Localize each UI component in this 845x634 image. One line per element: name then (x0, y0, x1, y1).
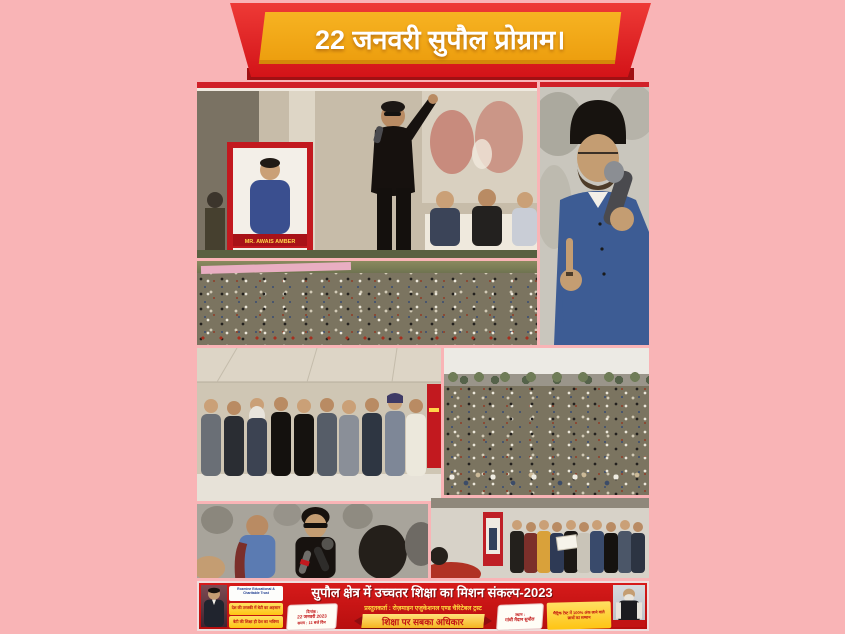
ribbon-yellow-band (258, 12, 620, 64)
standee-name-text: MR. AWAIS AMBER (244, 239, 296, 245)
photo-certificate-award (431, 498, 649, 578)
date-value: 22 जनवरी 2023 (297, 613, 327, 620)
bottom-banner (197, 581, 649, 631)
mission-title: सुपौल क्षेत्र में उच्चतर शिक्षा का मिशन संकल्प-2023 (311, 585, 553, 600)
organizer-photo-left (201, 585, 227, 627)
photo-dignitaries-stage (197, 348, 441, 501)
photo-speaker-portrait (540, 82, 649, 345)
photo-crowd-wide (197, 261, 537, 345)
interview-illustration (197, 504, 428, 578)
time-value: समय : 11 बजे दिन (297, 619, 326, 626)
presenter-line: प्रस्तुतकर्ता : रोज़माइन एजुकेशनल एण्ड चैरिटेबल ट्रस्ट (364, 605, 482, 612)
left-note-1: देश की तरक्की में बेटी का अहसान (229, 603, 283, 615)
event-title: 22 जनवरी सुपौल प्रोग्राम। (314, 24, 565, 55)
certificate-illustration (431, 498, 649, 578)
date-box (286, 603, 338, 631)
organizer-left-illustration (201, 585, 227, 627)
venue-label: स्थान : (515, 611, 526, 617)
event-poster (197, 0, 649, 634)
speaker-standee-banner (227, 142, 313, 258)
organizer-name-strip (613, 620, 645, 627)
tagline-ribbon (361, 614, 484, 628)
organizer-photo-right (613, 585, 645, 627)
photo-crowd-standing (444, 348, 649, 495)
photo-media-interview (197, 504, 428, 578)
trust-logo: Rozmine Educational & Charitable Trust (229, 586, 283, 601)
tagline-text: शिक्षा पर सबका अधिकार (382, 616, 464, 627)
speaker-stage-illustration (197, 82, 537, 258)
venue-value: गांधी मैदान सुपौल (504, 616, 535, 623)
date-label: दिनांक : (306, 608, 319, 615)
photo-speaker-stage (197, 82, 537, 258)
top-banner (230, 3, 651, 77)
seated-front-row (444, 469, 649, 495)
right-note: मैट्रिक टेस्ट में 100% अंक लाने वाले छात्रों का सम्मान (547, 601, 612, 630)
red-chairs-row (197, 331, 537, 345)
portrait-illustration (540, 82, 649, 345)
stage-group-illustration (197, 348, 441, 501)
venue-box (496, 603, 544, 631)
tree-line (444, 368, 649, 388)
left-note-2: बेटी की शिक्षा ही देश का भविष्य (229, 616, 283, 628)
